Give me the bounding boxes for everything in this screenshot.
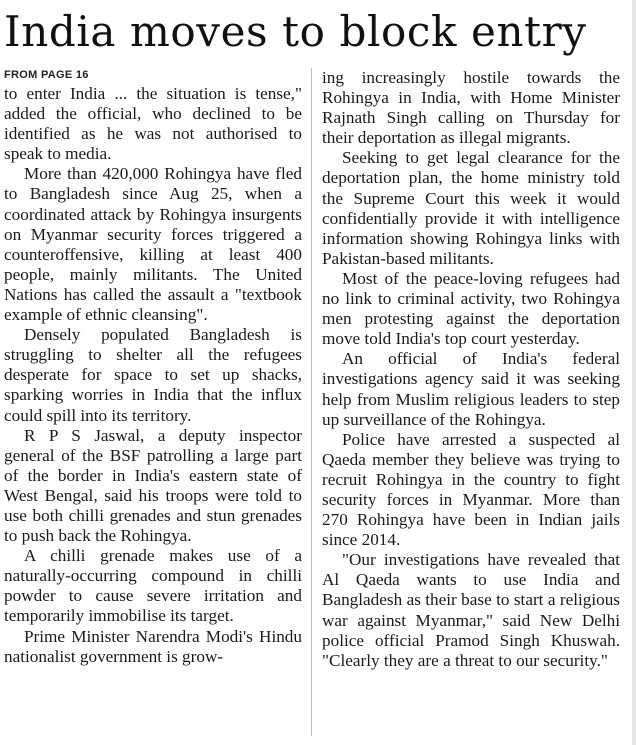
paragraph: Seeking to get legal clearance for the deportation plan, the home ministry told the Supreme Court this week it would confidentially provide it with intelligence information showing Rohingya links with Pakistan-based militants. <box>322 148 620 268</box>
paragraph: More than 420,000 Rohingya have fled to Bangladesh since Aug 25, when a coordinated attack by Rohingya insurgents on Myanmar security forces triggered a counteroffensive, killing at least 400 people, mainly militants. The United Nations has called the assault a "textbook example of ethnic cleansing". <box>4 164 302 325</box>
article-column-left <box>4 68 302 667</box>
paragraph: to enter India ... the situation is tense," added the official, who declined to be identified as he was not authorised to speak to media. <box>4 84 302 164</box>
paragraph: R P S Jaswal, a deputy inspector general of the BSF patrolling a large part of the border in India's eastern state of West Bengal, said his troops were told to use both chilli grenades and stun grenades to push back the Rohingya. <box>4 425 302 546</box>
article-column-right <box>322 68 620 671</box>
paragraph: ing increasingly hostile towards the Rohingya in India, with Home Minister Rajnath Singh calling on Thursday for their deportation as illegal migrants. <box>322 68 620 148</box>
column-divider <box>311 68 312 736</box>
page-edge <box>632 0 636 745</box>
jump-line: FROM PAGE 16 <box>4 69 89 81</box>
paragraph: An official of India's federal investigations agency said it was seeking help from Muslim religious leaders to step up surveillance of the Rohingya. <box>322 349 620 429</box>
paragraph: Most of the peace-loving refugees had no link to criminal activity, two Rohingya men protesting against the deportation move told India's top court yesterday. <box>322 268 620 349</box>
paragraph: Densely populated Bangladesh is struggling to shelter all the refugees desperate for space to set up shacks, sparking worries in India that the influx could spill into its territory. <box>4 325 302 425</box>
paragraph: Prime Minister Narendra Modi's Hindu nationalist government is grow- <box>4 626 302 666</box>
headline: India moves to block entry <box>4 7 587 56</box>
paragraph: "Our investigations have revealed that Al Qaeda wants to use India and Bangladesh as their base to start a religious war against Myanmar," said New Delhi police official Pramod Singh Khuswah. "Clearly they are a threat to our security." <box>322 550 620 670</box>
paragraph: Police have arrested a suspected al Qaeda member they believe was trying to recruit Rohingya in the country to fight security forces in Myanmar. More than 270 Rohingya have been in Indian jails since 2014. <box>322 429 620 550</box>
paragraph: A chilli grenade makes use of a naturally-occurring compound in chilli powder to cause severe irritation and temporarily immobilise its target. <box>4 546 302 626</box>
